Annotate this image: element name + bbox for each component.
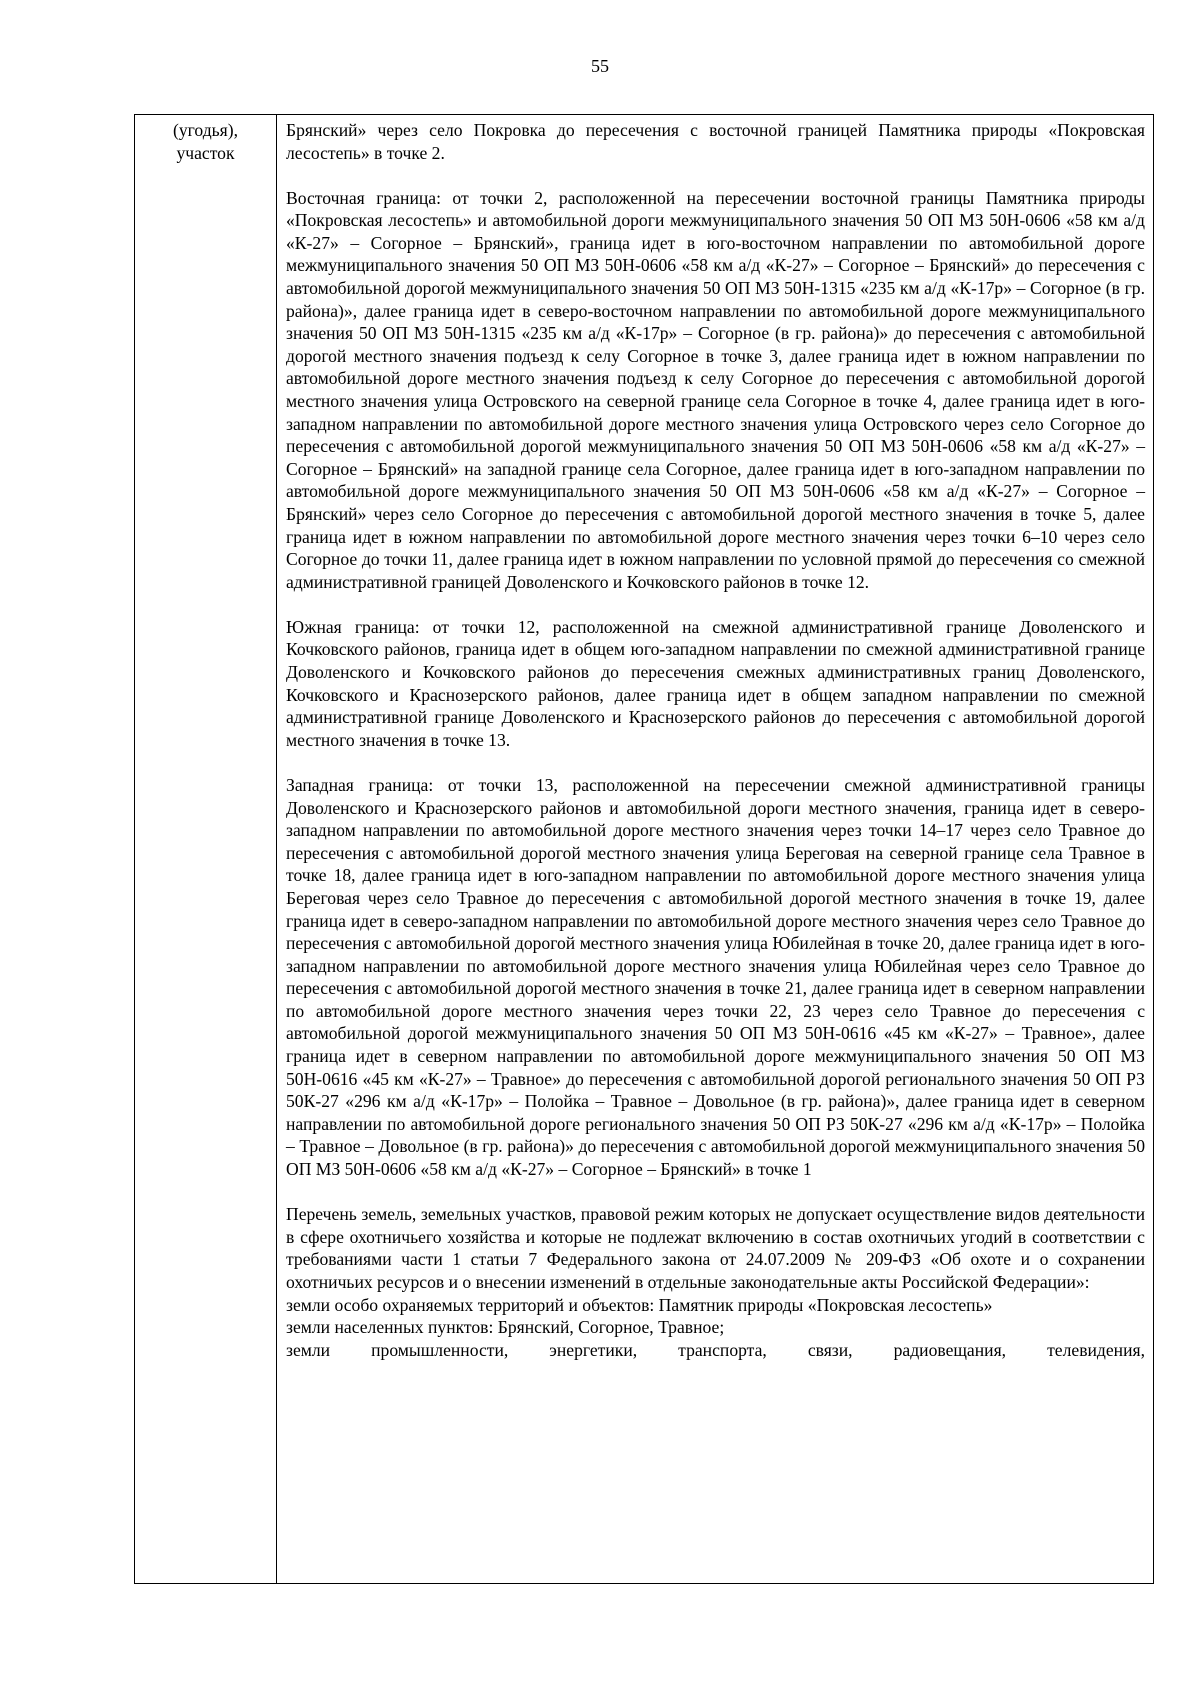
paragraph-continuation: Брянский» через село Покровка до пересечения с восточной границей Памятника природы «Покровская лесостепь» в точке 2. bbox=[286, 120, 1145, 163]
excluded-lands-item-protected: земли особо охраняемых территорий и объектов: Памятник природы «Покровская лесостепь» bbox=[286, 1294, 993, 1315]
left-cell-text: (угодья), участок bbox=[172, 120, 239, 163]
paragraph-southern-border: Южная граница: от точки 12, расположенной на смежной административной границе Доволенского и Кочковского районов, граница идет в общем юго-западном направлении по смежной административной границе Доволенского и Кочковского районов до пересечения смежных административных границ Доволенского, Кочковского и Краснозерского районов, далее граница идет в общем западном направлении по смежной административной границе Доволенского и Краснозерского районов до пересечения с автомобильной дорогой местного значения в точке 13. bbox=[286, 616, 1145, 750]
excluded-lands-intro: Перечень земель, земельных участков, правовой режим которых не допускает осуществление видов деятельности в сфере охотничьего хозяйства и которые не подлежат включению в состав охотничьих угодий в соответствии с требованиями части 1 статьи 7 Федерального закона от 24.07.2009 № 209-ФЗ «Об охоте и о сохранении охотничьих ресурсов и о внесении изменений в отдельные законодательные акты Российской Федерации»: bbox=[286, 1204, 1145, 1292]
table-row bbox=[135, 115, 1154, 1584]
page-number: 55 bbox=[591, 56, 609, 76]
paragraph-western-border: Западная граница: от точки 13, расположенной на пересечении смежной административной границы Доволенского и Краснозерского районов и автомобильной дороги местного значения, граница идет в северо-западном направлении по автомобильной дороге местного значения через точки 14–17 через село Травное до пересечения с автомобильной дорогой местного значения улица Береговая на северной границе села Травное в точке 18, далее граница идет в юго-западном направлении по автомобильной дороге местного значения улица Береговая через село Травное до пересечения с автомобильной дорогой местного значения в точке 19, далее граница идет в северо-западном направлении по автомобильной дороге местного значения через село Травное до пересечения с автомобильной дорогой местного значения улица Юбилейная в точке 20, далее граница идет в юго-западном направлении по автомобильной дороге местного значения улица Юбилейная через село Травное до пересечения с автомобильной дорогой местного значения в точке 21, далее граница идет в северном направлении по автомобильной дороге местного значения через точки 22, 23 через село Травное до пересечения с автомобильной дорогой межмуниципального значения 50 ОП МЗ 50Н-0616 «45 км «К-27» – Травное», далее граница идет в северном направлении по автомобильной дороге межмуниципального значения 50 ОП МЗ 50Н-0616 «45 км «К-27» – Травное» до пересечения с автомобильной дорогой регионального значения 50 ОП РЗ 50К-27 «296 км а/д «К-17р» – Полойка – Травное – Довольное (в гр. района)», далее граница идет в северном направлении по автомобильной дороге регионального значения 50 ОП РЗ 50К-27 «296 км а/д «К-17р» – Полойка – Травное – Довольное (в гр. района)» до пересечения с автомобильной дорогой межмуниципального значения 50 ОП МЗ 50Н-0606 «58 км а/д «К-27» – Согорное – Брянский» в точке 1 bbox=[286, 774, 1145, 1180]
right-column-cell bbox=[277, 115, 1154, 1584]
document-table bbox=[134, 114, 1154, 1584]
left-column-cell bbox=[135, 115, 277, 1584]
excluded-lands-item-industry: земли промышленности, энергетики, транспорта, связи, радиовещания, телевидения, bbox=[286, 1339, 1145, 1360]
paragraph-eastern-border: Восточная граница: от точки 2, расположенной на пересечении восточной границы Памятника природы «Покровская лесостепь» и автомобильной дороги межмуниципального значения 50 ОП МЗ 50Н-0606 «58 км а/д «К-27» – Согорное – Брянский», граница идет в юго-восточном направлении по автомобильной дороге межмуниципального значения 50 ОП МЗ 50Н-0606 «58 км а/д «К-27» – Согорное – Брянский» до пересечения с автомобильной дорогой межмуниципального значения 50 ОП МЗ 50Н-1315 «235 км а/д «К-17р» – Согорное (в гр. района)», далее граница идет в северо-восточном направлении по автомобильной дороге межмуниципального значения 50 ОП МЗ 50Н-1315 «235 км а/д «К-17р» – Согорное (в гр. района)» до пересечения с автомобильной дорогой местного значения подъезд к селу Согорное в точке 3, далее граница идет в южном направлении по автомобильной дороге местного значения подъезд к селу Согорное до пересечения с автомобильной дорогой местного значения улица Островского на северной границе села Согорное в точке 4, далее граница идет в юго-западном направлении по автомобильной дороге местного значения улица Островского через село Согорное до пересечения с автомобильной дорогой межмуниципального значения 50 ОП МЗ 50Н-0606 «58 км а/д «К-27» – Согорное – Брянский» на западной границе села Согорное, далее граница идет в юго-западном направлении по автомобильной дороге межмуниципального значения 50 ОП МЗ 50Н-0606 «58 км а/д «К-27» – Согорное – Брянский» через село Согорное до пересечения с автомобильной дорогой местного значения в точке 5, далее граница идет в южном направлении по автомобильной дороге местного значения через точки 6–10 через село Согорное до точки 11, далее граница идет в южном направлении по условной прямой до пересечения со смежной административной границей Доволенского и Кочковского районов в точке 12. bbox=[286, 187, 1145, 592]
excluded-lands-item-settlements: земли населенных пунктов: Брянский, Согорное, Травное; bbox=[286, 1317, 725, 1338]
paragraph-excluded-lands bbox=[286, 1203, 1145, 1361]
